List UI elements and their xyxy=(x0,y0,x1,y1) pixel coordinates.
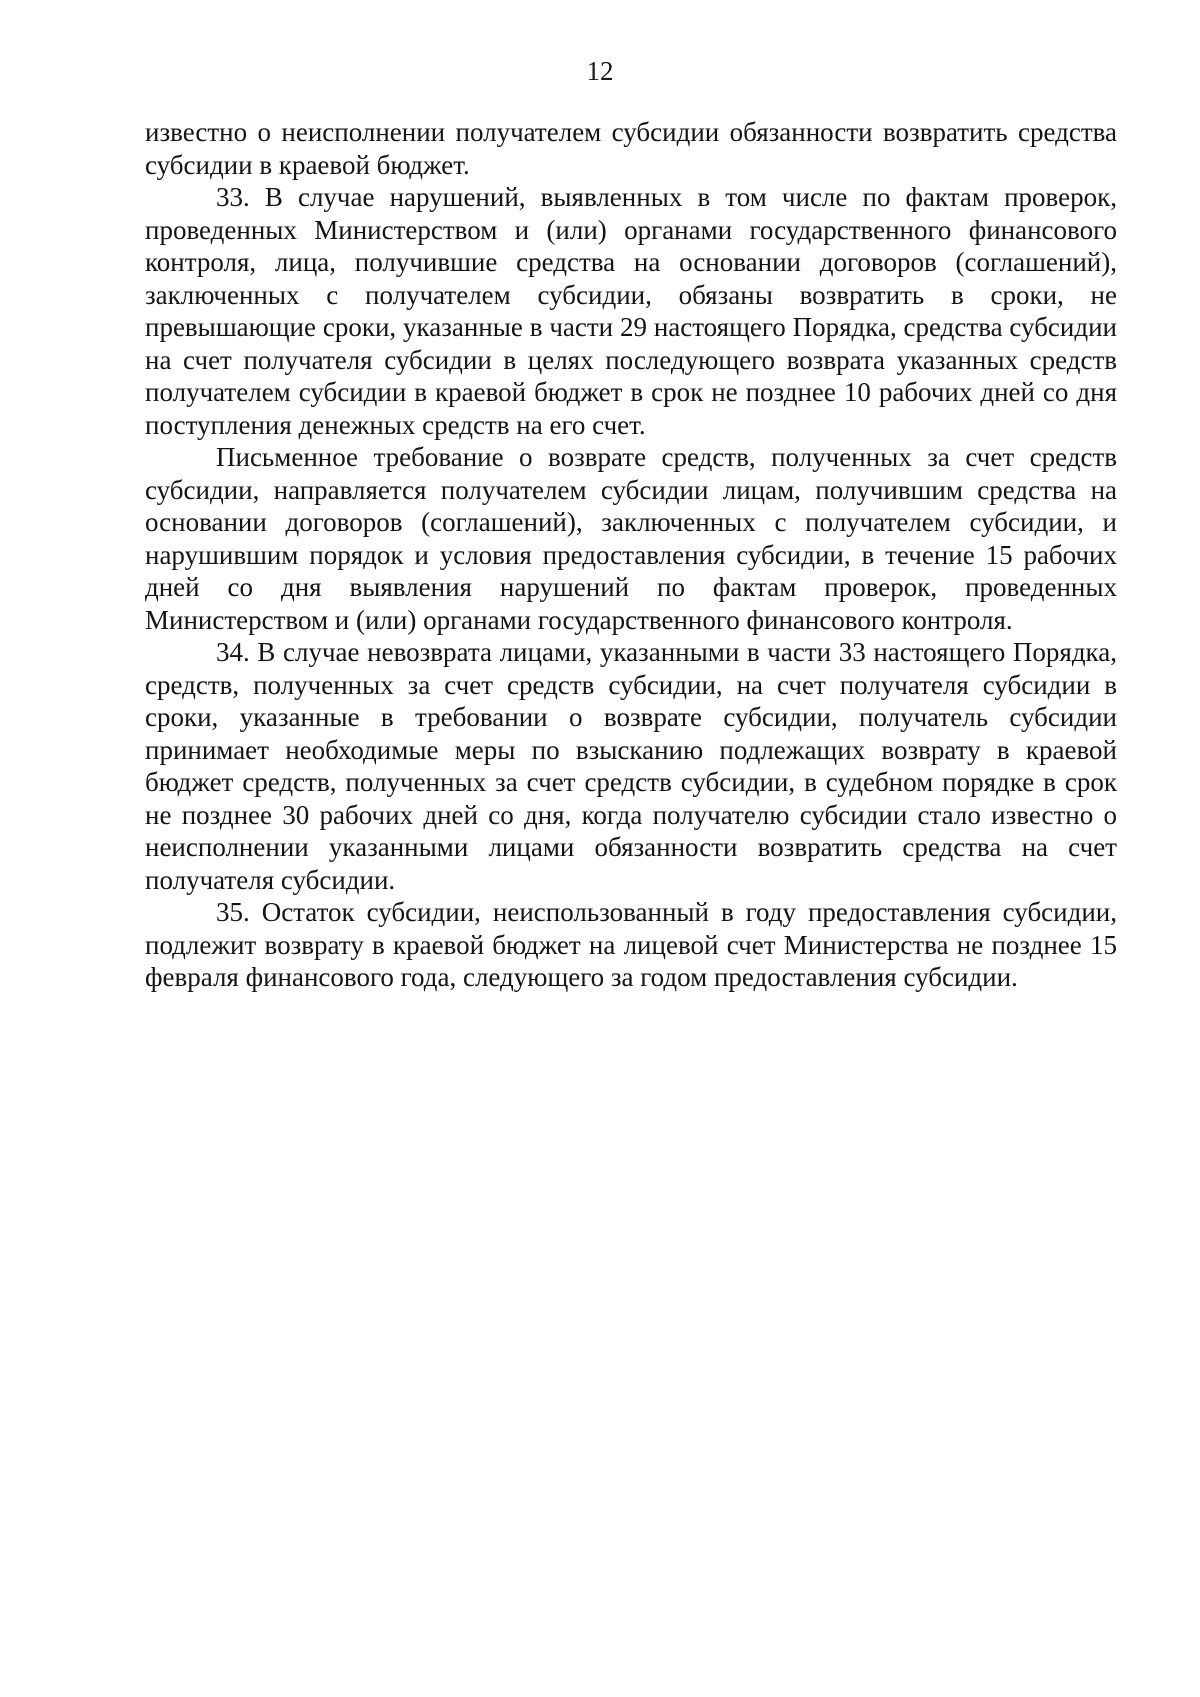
paragraph-clause-33: 33. В случае нарушений, выявленных в том числе по фактам проверок, проведенных Министерством и (или) органами государственного финансового контроля, лица, получившие средства на основании договоров (соглашений), заключенных с получателем субсидии, обязаны возвратить в сроки, не превышающие сроки, указанные в части 29 настоящего Порядка, средства субсидии на счет получателя субсидии в целях последующего возврата указанных средств получателем субсидии в краевой бюджет в срок не позднее 10 рабочих дней со дня поступления денежных средств на его счет. xyxy=(145,182,1117,440)
page-number: 12 xyxy=(586,56,614,86)
paragraph-clause-35: 35. Остаток субсидии, неиспользованный в году предоставления субсидии, подлежит возврату в краевой бюджет на лицевой счет Министерства не позднее 15 февраля финансового года, следующего за годом предоставления субсидии. xyxy=(145,897,1117,992)
paragraph-continuation: известно о неисполнении получателем субсидии обязанности возвратить средства субсидии в краевой бюджет. xyxy=(145,117,1117,180)
paragraph-written-demand: Письменное требование о возврате средств, полученных за счет средств субсидии, направляется получателем субсидии лицам, получившим средства на основании договоров (соглашений), заключенных с получателем субсидии, и нарушившим порядок и условия предоставления субсидии, в течение 15 рабочих дней со дня выявления нарушений по фактам проверок, проведенных Министерством и (или) органами государственного финансового контроля. xyxy=(145,442,1117,635)
document-body xyxy=(145,116,1117,994)
paragraph-clause-34: 34. В случае невозврата лицами, указанными в части 33 настоящего Порядка, средств, полученных за счет средств субсидии, на счет получателя субсидии в сроки, указанные в требовании о возврате субсидии, получатель субсидии принимает необходимые меры по взысканию подлежащих возврату в краевой бюджет средств, полученных за счет средств субсидии, в судебном порядке в срок не позднее 30 рабочих дней со дня, когда получателю субсидии стало известно о неисполнении указанными лицами обязанности возвратить средства на счет получателя субсидии. xyxy=(145,637,1117,895)
